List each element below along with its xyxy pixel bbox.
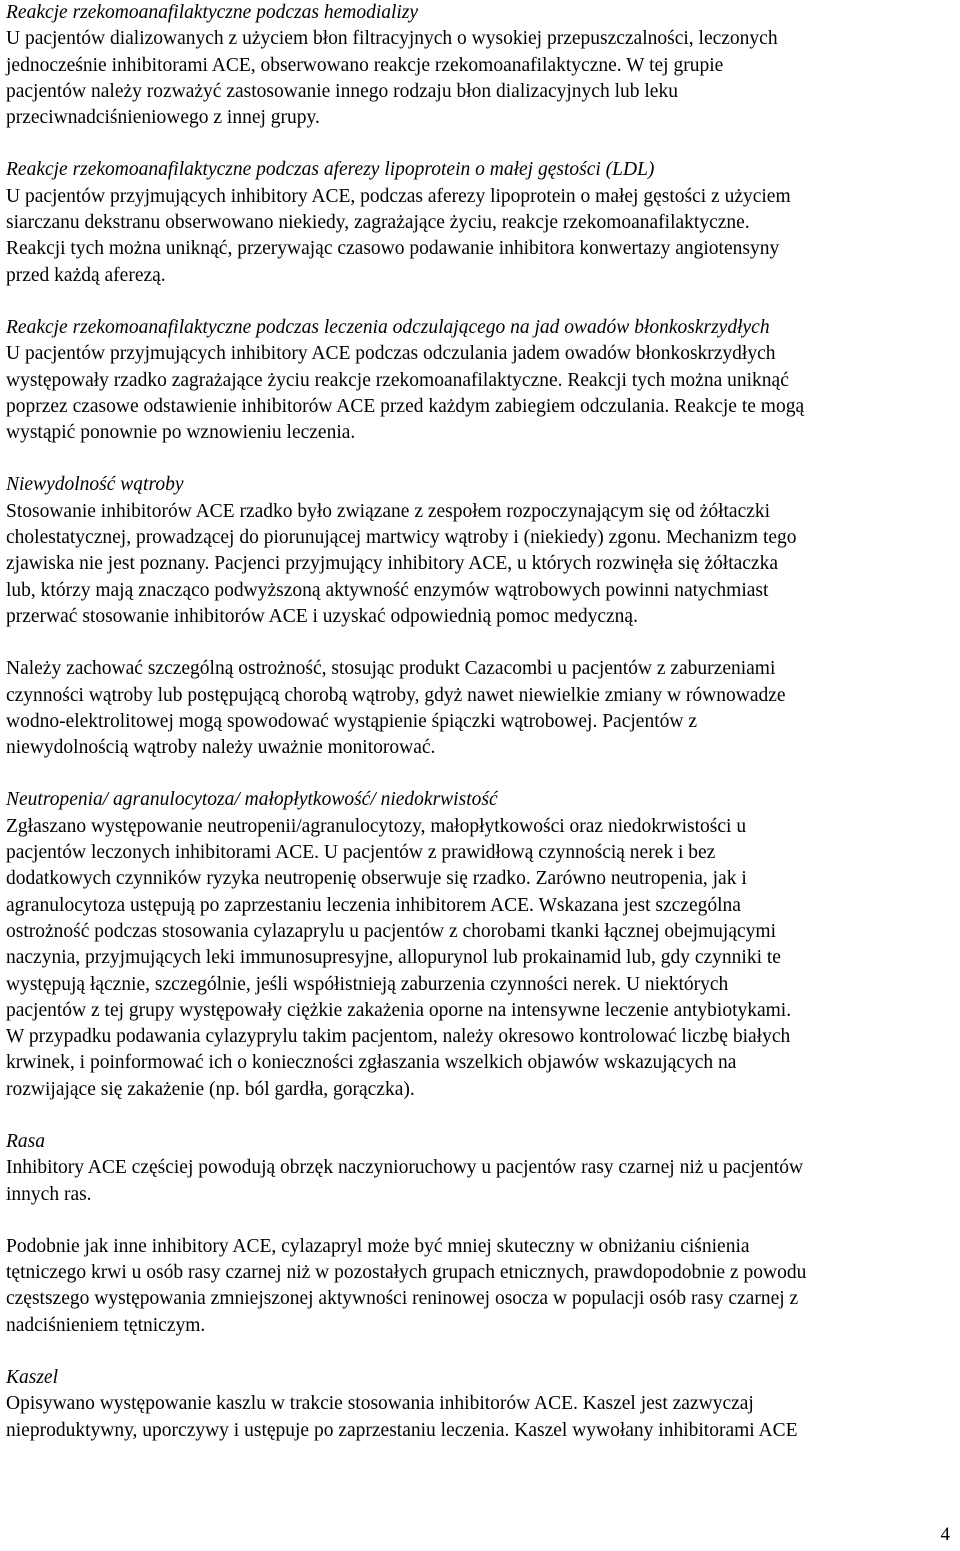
text-line: tętniczego krwi u osób rasy czarnej niż w pozostałych grupach etnicznych, prawdopodobnie z powodu bbox=[6, 1262, 807, 1284]
section-heading: Kaszel bbox=[6, 1367, 59, 1389]
text-line: wystąpić ponownie po wznowieniu leczenia. bbox=[6, 422, 356, 444]
section-paragraph bbox=[6, 814, 956, 1103]
text-line: rozwijające się zakażenie (np. ból gardła, gorączka). bbox=[6, 1078, 415, 1100]
section-paragraph bbox=[6, 656, 956, 761]
text-line: W przypadku podawania cylazyprylu takim pacjentom, należy okresowo kontrolować liczbę białych bbox=[6, 1026, 791, 1048]
section-desensitization bbox=[6, 315, 956, 446]
text-line: występują łącznie, szczególnie, jeśli współistnieją zaburzenia czynności nerek. U niektórych bbox=[6, 973, 729, 995]
text-line: lub, którzy mają znacząco podwyższoną aktywność enzymów wątrobowych powinni natychmiast bbox=[6, 579, 769, 601]
section-paragraph bbox=[6, 1234, 956, 1339]
section-heading: Neutropenia/ agranulocytoza/ małopłytkowość/ niedokrwistość bbox=[6, 789, 498, 811]
text-line: Reakcji tych można uniknąć, przerywając czasowo podawanie inhibitora konwertazy angiotensyny bbox=[6, 238, 780, 260]
section-ldl-apheresis bbox=[6, 157, 956, 288]
text-line: pacjentów należy rozważyć zastosowanie innego rodzaju błon dializacyjnych lub leku bbox=[6, 80, 678, 102]
text-line: nadciśnieniem tętniczym. bbox=[6, 1314, 206, 1336]
text-line: ostrożność podczas stosowania cylazaprylu u pacjentów z chorobami tkanki łącznej obejmującymi bbox=[6, 920, 776, 942]
text-line: Zgłaszano występowanie neutropenii/agranulocytozy, małopłytkowości oraz niedokrwistości u bbox=[6, 815, 747, 837]
section-heading: Reakcje rzekomoanafilaktyczne podczas hemodializy bbox=[6, 2, 419, 23]
text-line: krwinek, i poinformować ich o konieczności zgłaszania wszelkich objawów wskazujących na bbox=[6, 1052, 737, 1074]
text-line: Stosowanie inhibitorów ACE rzadko było związane z zespołem rozpoczynającym się od żółtaczki bbox=[6, 500, 771, 522]
text-line: Opisywano występowanie kaszlu w trakcie stosowania inhibitorów ACE. Kaszel jest zazwyczaj bbox=[6, 1393, 754, 1415]
section-paragraph bbox=[6, 341, 956, 446]
section-paragraph bbox=[6, 26, 956, 131]
section-paragraph bbox=[6, 1155, 956, 1208]
text-line: siarczanu dekstranu obserwowano niekiedy, zagrażające życiu, reakcje rzekomoanafilaktyczne. bbox=[6, 212, 750, 234]
text-line: agranulocytoza ustępują po zaprzestaniu leczenia inhibitorem ACE. Wskazana jest szczególna bbox=[6, 894, 741, 916]
text-line: Inhibitory ACE częściej powodują obrzęk naczynioruchowy u pacjentów rasy czarnej niż u pacjentów bbox=[6, 1157, 804, 1179]
page-number: 4 bbox=[940, 1524, 950, 1545]
section-neutropenia bbox=[6, 787, 956, 1103]
section-heading: Niewydolność wątroby bbox=[6, 474, 184, 496]
section-liver-caution bbox=[6, 656, 956, 761]
section-cough bbox=[6, 1365, 956, 1444]
text-line: U pacjentów dializowanych z użyciem błon filtracyjnych o wysokiej przepuszczalności, leczonych bbox=[6, 28, 778, 50]
text-line: poprzez czasowe odstawienie inhibitorów ACE przed każdym zabiegiem odczulania. Reakcje te mogą bbox=[6, 395, 805, 417]
text-line: czynności wątroby lub postępującą chorobą wątroby, gdyż nawet niewielkie zmiany w równowadze bbox=[6, 684, 786, 706]
text-line: niewydolnością wątroby należy uważnie monitorować. bbox=[6, 737, 436, 759]
text-line: naczynia, przyjmujących leki immunosupresyjne, allopurynol lub prokainamid lub, gdy czynniki te bbox=[6, 947, 781, 969]
text-line: zjawiska nie jest poznany. Pacjenci przyjmujący inhibitory ACE, u których rozwinęła się żółtaczka bbox=[6, 553, 778, 575]
text-line: innych ras. bbox=[6, 1183, 92, 1205]
text-line: przeciwnadciśnieniowego z innej grupy. bbox=[6, 107, 320, 129]
section-heading: Reakcje rzekomoanafilaktyczne podczas aferezy lipoprotein o małej gęstości (LDL) bbox=[6, 159, 655, 181]
text-line: przerwać stosowanie inhibitorów ACE i uzyskać odpowiednią pomoc medyczną. bbox=[6, 605, 638, 627]
section-heading: Reakcje rzekomoanafilaktyczne podczas leczenia odczulającego na jad owadów błonkoskrzydłych bbox=[6, 316, 770, 338]
text-line: nieproduktywny, uporczywy i ustępuje po zaprzestaniu leczenia. Kaszel wywołany inhibitorami ACE bbox=[6, 1419, 798, 1441]
text-line: pacjentów z tej grupy występowały ciężkie zakażenia oporne na intensywne leczenie antybiotykami. bbox=[6, 999, 792, 1021]
section-race-efficacy bbox=[6, 1234, 956, 1339]
section-race bbox=[6, 1129, 956, 1208]
text-line: cholestatycznej, prowadzącej do piorunującej martwicy wątroby i (niekiedy) zgonu. Mechanizm tego bbox=[6, 527, 797, 549]
document-page bbox=[6, 0, 956, 1470]
section-paragraph bbox=[6, 499, 956, 630]
section-heading: Rasa bbox=[6, 1130, 45, 1152]
section-hemodialysis bbox=[6, 0, 956, 131]
text-line: Należy zachować szczególną ostrożność, stosując produkt Cazacombi u pacjentów z zaburzeniami bbox=[6, 658, 776, 680]
text-line: Podobnie jak inne inhibitory ACE, cylazapryl może być mniej skuteczny w obniżaniu ciśnienia bbox=[6, 1235, 750, 1257]
section-paragraph bbox=[6, 184, 956, 289]
text-line: wodno-elektrolitowej mogą spowodować wystąpienie śpiączki wątrobowej. Pacjentów z bbox=[6, 710, 697, 732]
text-line: częstszego występowania zmniejszonej aktywności reninowej osocza w populacji osób rasy czarnej z bbox=[6, 1288, 799, 1310]
text-line: przed każdą aferezą. bbox=[6, 264, 166, 286]
section-paragraph bbox=[6, 1391, 956, 1444]
section-liver-failure bbox=[6, 472, 956, 630]
text-line: występowały rzadko zagrażające życiu reakcje rzekomoanafilaktyczne. Reakcji tych można uniknąć bbox=[6, 369, 789, 391]
text-line: U pacjentów przyjmujących inhibitory ACE podczas odczulania jadem owadów błonkoskrzydłych bbox=[6, 343, 776, 365]
text-line: dodatkowych czynników ryzyka neutropenię obserwuje się rzadko. Zarówno neutropenia, jak i bbox=[6, 868, 747, 890]
text-line: pacjentów leczonych inhibitorami ACE. U pacjentów z prawidłową czynnością nerek i bez bbox=[6, 842, 716, 864]
text-line: U pacjentów przyjmujących inhibitory ACE, podczas aferezy lipoprotein o małej gęstości z użyciem bbox=[6, 185, 791, 207]
text-line: jednocześnie inhibitorami ACE, obserwowano reakcje rzekomoanafilaktyczne. W tej grupie bbox=[6, 54, 724, 76]
